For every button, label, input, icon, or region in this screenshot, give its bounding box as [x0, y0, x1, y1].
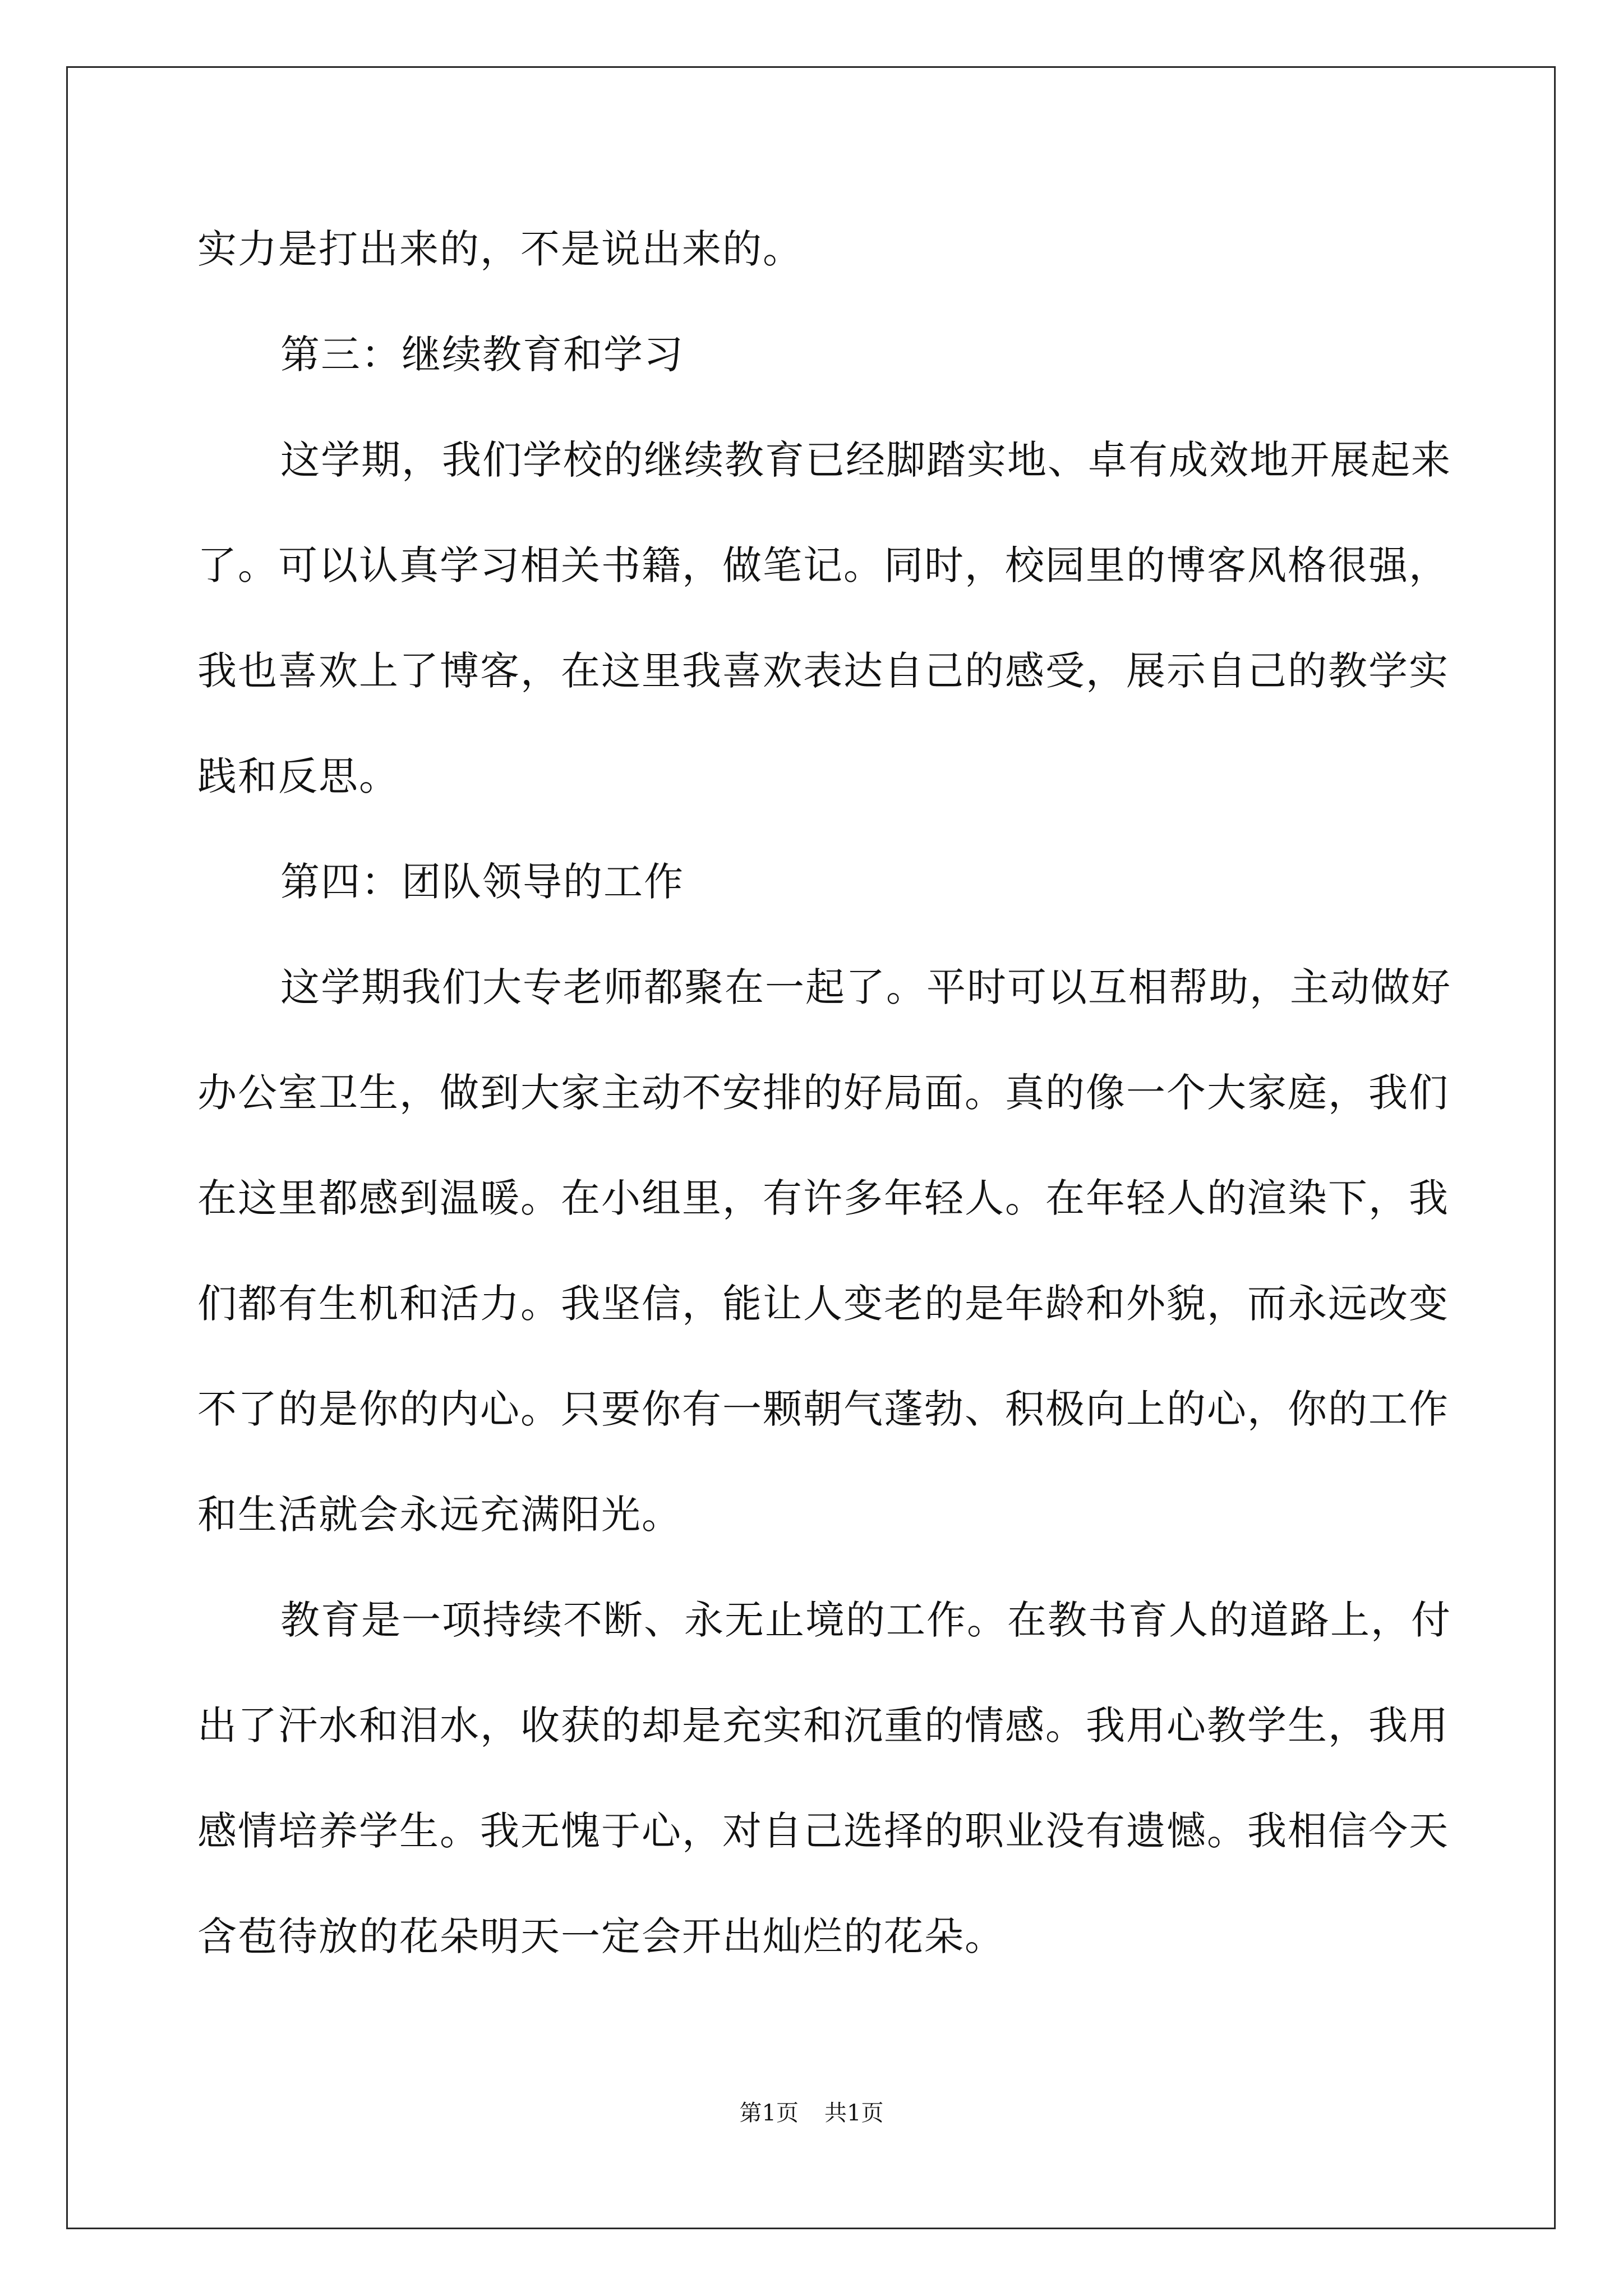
- paragraph: 实力是打出来的，不是说出来的。: [197, 226, 803, 272]
- page-number-total: 共1页: [824, 2100, 884, 2126]
- page-number-current: 第1页: [739, 2100, 799, 2126]
- page-footer: [0, 2095, 1623, 2127]
- section-heading: 第三：继续教育和学习: [280, 332, 684, 378]
- paragraph: 教育是一项持续不断、永无止境的工作。在教书育人的道路上，付出了汗水和泪水，收获的却是充实和沉重的情感。我用心教学生，我用感情培养学生。我无愧于心，对自己选择的职业没有遗憾。我相信今天含苞待放的花朵明天一定会开出灿烂的花朵。: [197, 1597, 1451, 1959]
- paragraph: 这学期我们大专老师都聚在一起了。平时可以互相帮助，主动做好办公室卫生，做到大家主动不安排的好局面。真的像一个大家庭，我们在这里都感到温暖。在小组里，有许多年轻人。在年轻人的渲染下，我们都有生机和活力。我坚信，能让人变老的是年龄和外貌，而永远改变不了的是你的内心。只要你有一颗朝气蓬勃、积极向上的心，你的工作和生活就会永远充满阳光。: [197, 964, 1451, 1538]
- paragraph: 这学期，我们学校的继续教育已经脚踏实地、卓有成效地开展起来了。可以认真学习相关书籍，做笔记。同时，校园里的博客风格很强，我也喜欢上了博客，在这里我喜欢表达自己的感受，展示自己的教学实践和反思。: [197, 437, 1451, 799]
- section-heading: 第四：团队领导的工作: [280, 859, 684, 905]
- document-body: [197, 196, 1454, 1989]
